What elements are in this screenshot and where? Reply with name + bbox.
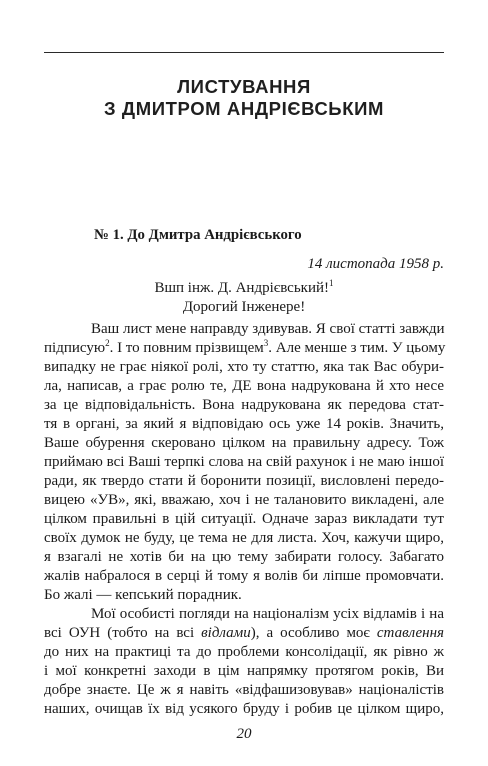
- body-line: Мої особисті погляди на націоналізм усіх відламів і на: [91, 606, 444, 622]
- body-line: своїх думок не буду, це тема не для листа. Хоч, кажучи щиро,: [44, 530, 444, 546]
- body-line: приймаю всі Ваші терпкі слова на свій рахунок і не маю іншої: [44, 454, 444, 470]
- body-line: Ваше обурення скеровано цілком на правильну адресу. Тож: [44, 435, 444, 451]
- body-line: ла, написав, а грає ролю те, ДЕ вона надрукована й хто несе: [44, 378, 444, 394]
- body-line: вицею «УВ», які, вважаю, хоч і не талановито викладені, але: [44, 492, 444, 508]
- page-number: 20: [236, 726, 252, 742]
- top-rule: [44, 52, 444, 53]
- body-line: цілком правильні в цій ситуації. Одначе зараз викладати тут: [44, 511, 444, 527]
- body-line: жалів набралося в серці й тому я волів би ліпше промовчати.: [44, 568, 444, 584]
- body-line: тя в органі, за який я відповідаю ось уже 14 років. Значить,: [44, 416, 444, 432]
- body-line: я взагалі не хотів би на цю тему забирати голосу. Забагато: [44, 549, 444, 565]
- body-line: добре знаєте. Це ж я навіть «відфашизовував» націоналістів: [44, 682, 444, 698]
- footnote-ref-3: 3: [263, 338, 269, 348]
- body-line: наших, очищав їх від усякого бруду і робив це цілком щиро,: [44, 701, 444, 717]
- chapter-title-line2: З ДМИТРОМ АНДРІЄВСЬКИМ: [103, 98, 384, 119]
- body-line: Ваш лист мене направду здивував. Я свої статті завжди: [91, 321, 445, 337]
- letter-heading: № 1. До Дмитра Андрієвського: [94, 227, 302, 243]
- footnote-ref-2: 2: [105, 338, 110, 348]
- salutation-line2: Дорогий Інженере!: [182, 299, 306, 315]
- footnote-ref-1: 1: [329, 278, 334, 288]
- body-line: Бо жалі — кепський порадник.: [44, 587, 242, 603]
- body-line: і мої конкретні заходи в цім напрямку протягом років, Ви: [44, 663, 444, 679]
- chapter-title-line1: ЛИСТУВАННЯ: [177, 76, 311, 97]
- body-line: ради, як твердо стати й боронити позиції, висловлені передо-: [44, 473, 444, 489]
- body-line: до них на практиці та до проблеми консолідації, як рівно ж: [44, 644, 444, 660]
- body-line: всі ОУН (тобто на всі відлами), а особливо моє ставлення: [44, 625, 445, 641]
- body-line: за це відповідальність. Вона надрукована як передова стат-: [44, 397, 444, 413]
- letter-date: 14 листопада 1958 р.: [307, 256, 444, 272]
- body-line: підписую$^2$. І то повним прізвищем$^3$. Але менше з тим. У цьому: [44, 338, 446, 356]
- salutation-line1: Вшп інж. Д. Андрієвський!$^1$: [154, 278, 334, 296]
- body-line: випадку не грає ніякої ролі, хто ту статтю, яка так Вас обури-: [44, 359, 444, 375]
